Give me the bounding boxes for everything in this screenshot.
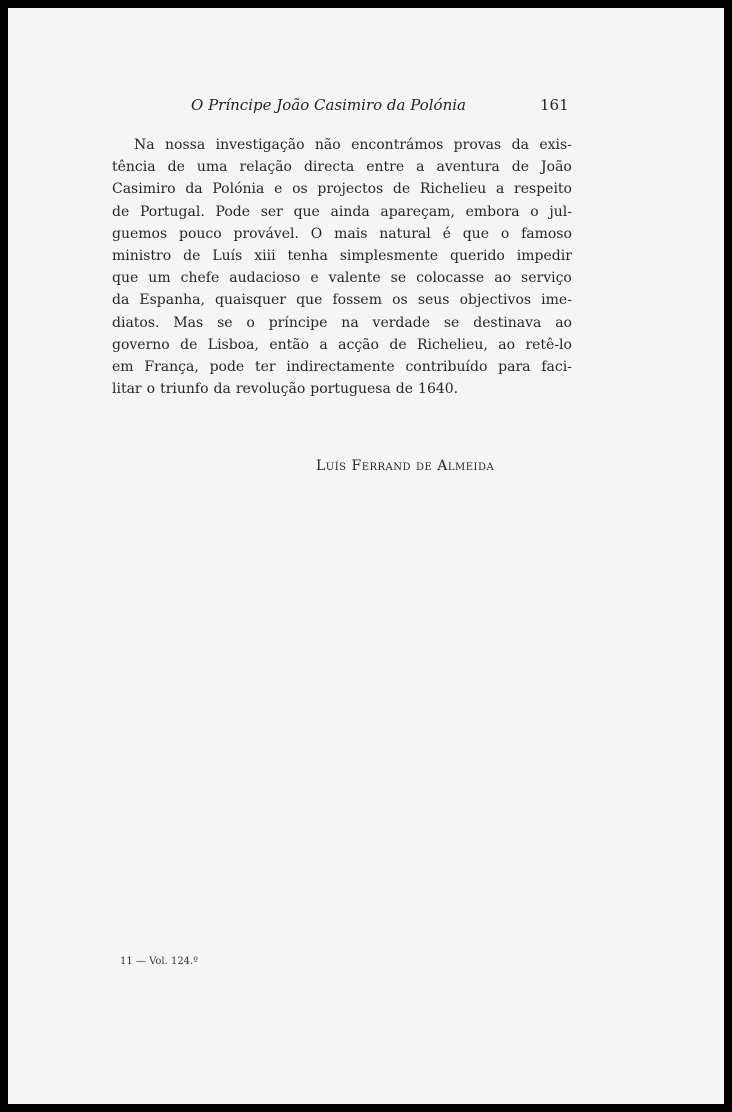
text-line: guemos pouco provável. O mais natural é que o famoso xyxy=(112,225,572,242)
text-line: tência de uma relação directa entre a aventura de João xyxy=(112,159,572,176)
author-signature: Luís Ferrand de Almeida xyxy=(316,458,495,474)
text-line: Casimiro da Polónia e os projectos de Richelieu a respeito xyxy=(112,181,572,198)
page-number: 161 xyxy=(540,96,569,114)
text-line: de Portugal. Pode ser que ainda apareçam, embora o jul- xyxy=(112,203,572,220)
text-line: Na nossa investigação não encontrámos provas da exis- xyxy=(134,137,572,153)
text-line: ministro de Luís xiii tenha simplesmente querido impedir xyxy=(112,247,572,264)
text-line: governo de Lisboa, então a acção de Richelieu, ao retê-lo xyxy=(112,336,572,353)
signature-mark: 11 — Vol. 124.º xyxy=(120,956,198,967)
page xyxy=(8,8,724,1104)
text-line: litar o triunfo da revolução portuguesa de 1640. xyxy=(112,381,459,398)
body-paragraph xyxy=(112,134,572,400)
text-line: em França, pode ter indirectamente contribuído para faci- xyxy=(112,358,572,375)
text-line: da Espanha, quaisquer que fossem os seus objectivos ime- xyxy=(112,292,572,309)
text-line: que um chefe audacioso e valente se colocasse ao serviço xyxy=(112,270,572,287)
text-line: diatos. Mas se o príncipe na verdade se destinava ao xyxy=(112,314,572,331)
running-head-title: O Príncipe João Casimiro da Polónia xyxy=(191,96,466,114)
